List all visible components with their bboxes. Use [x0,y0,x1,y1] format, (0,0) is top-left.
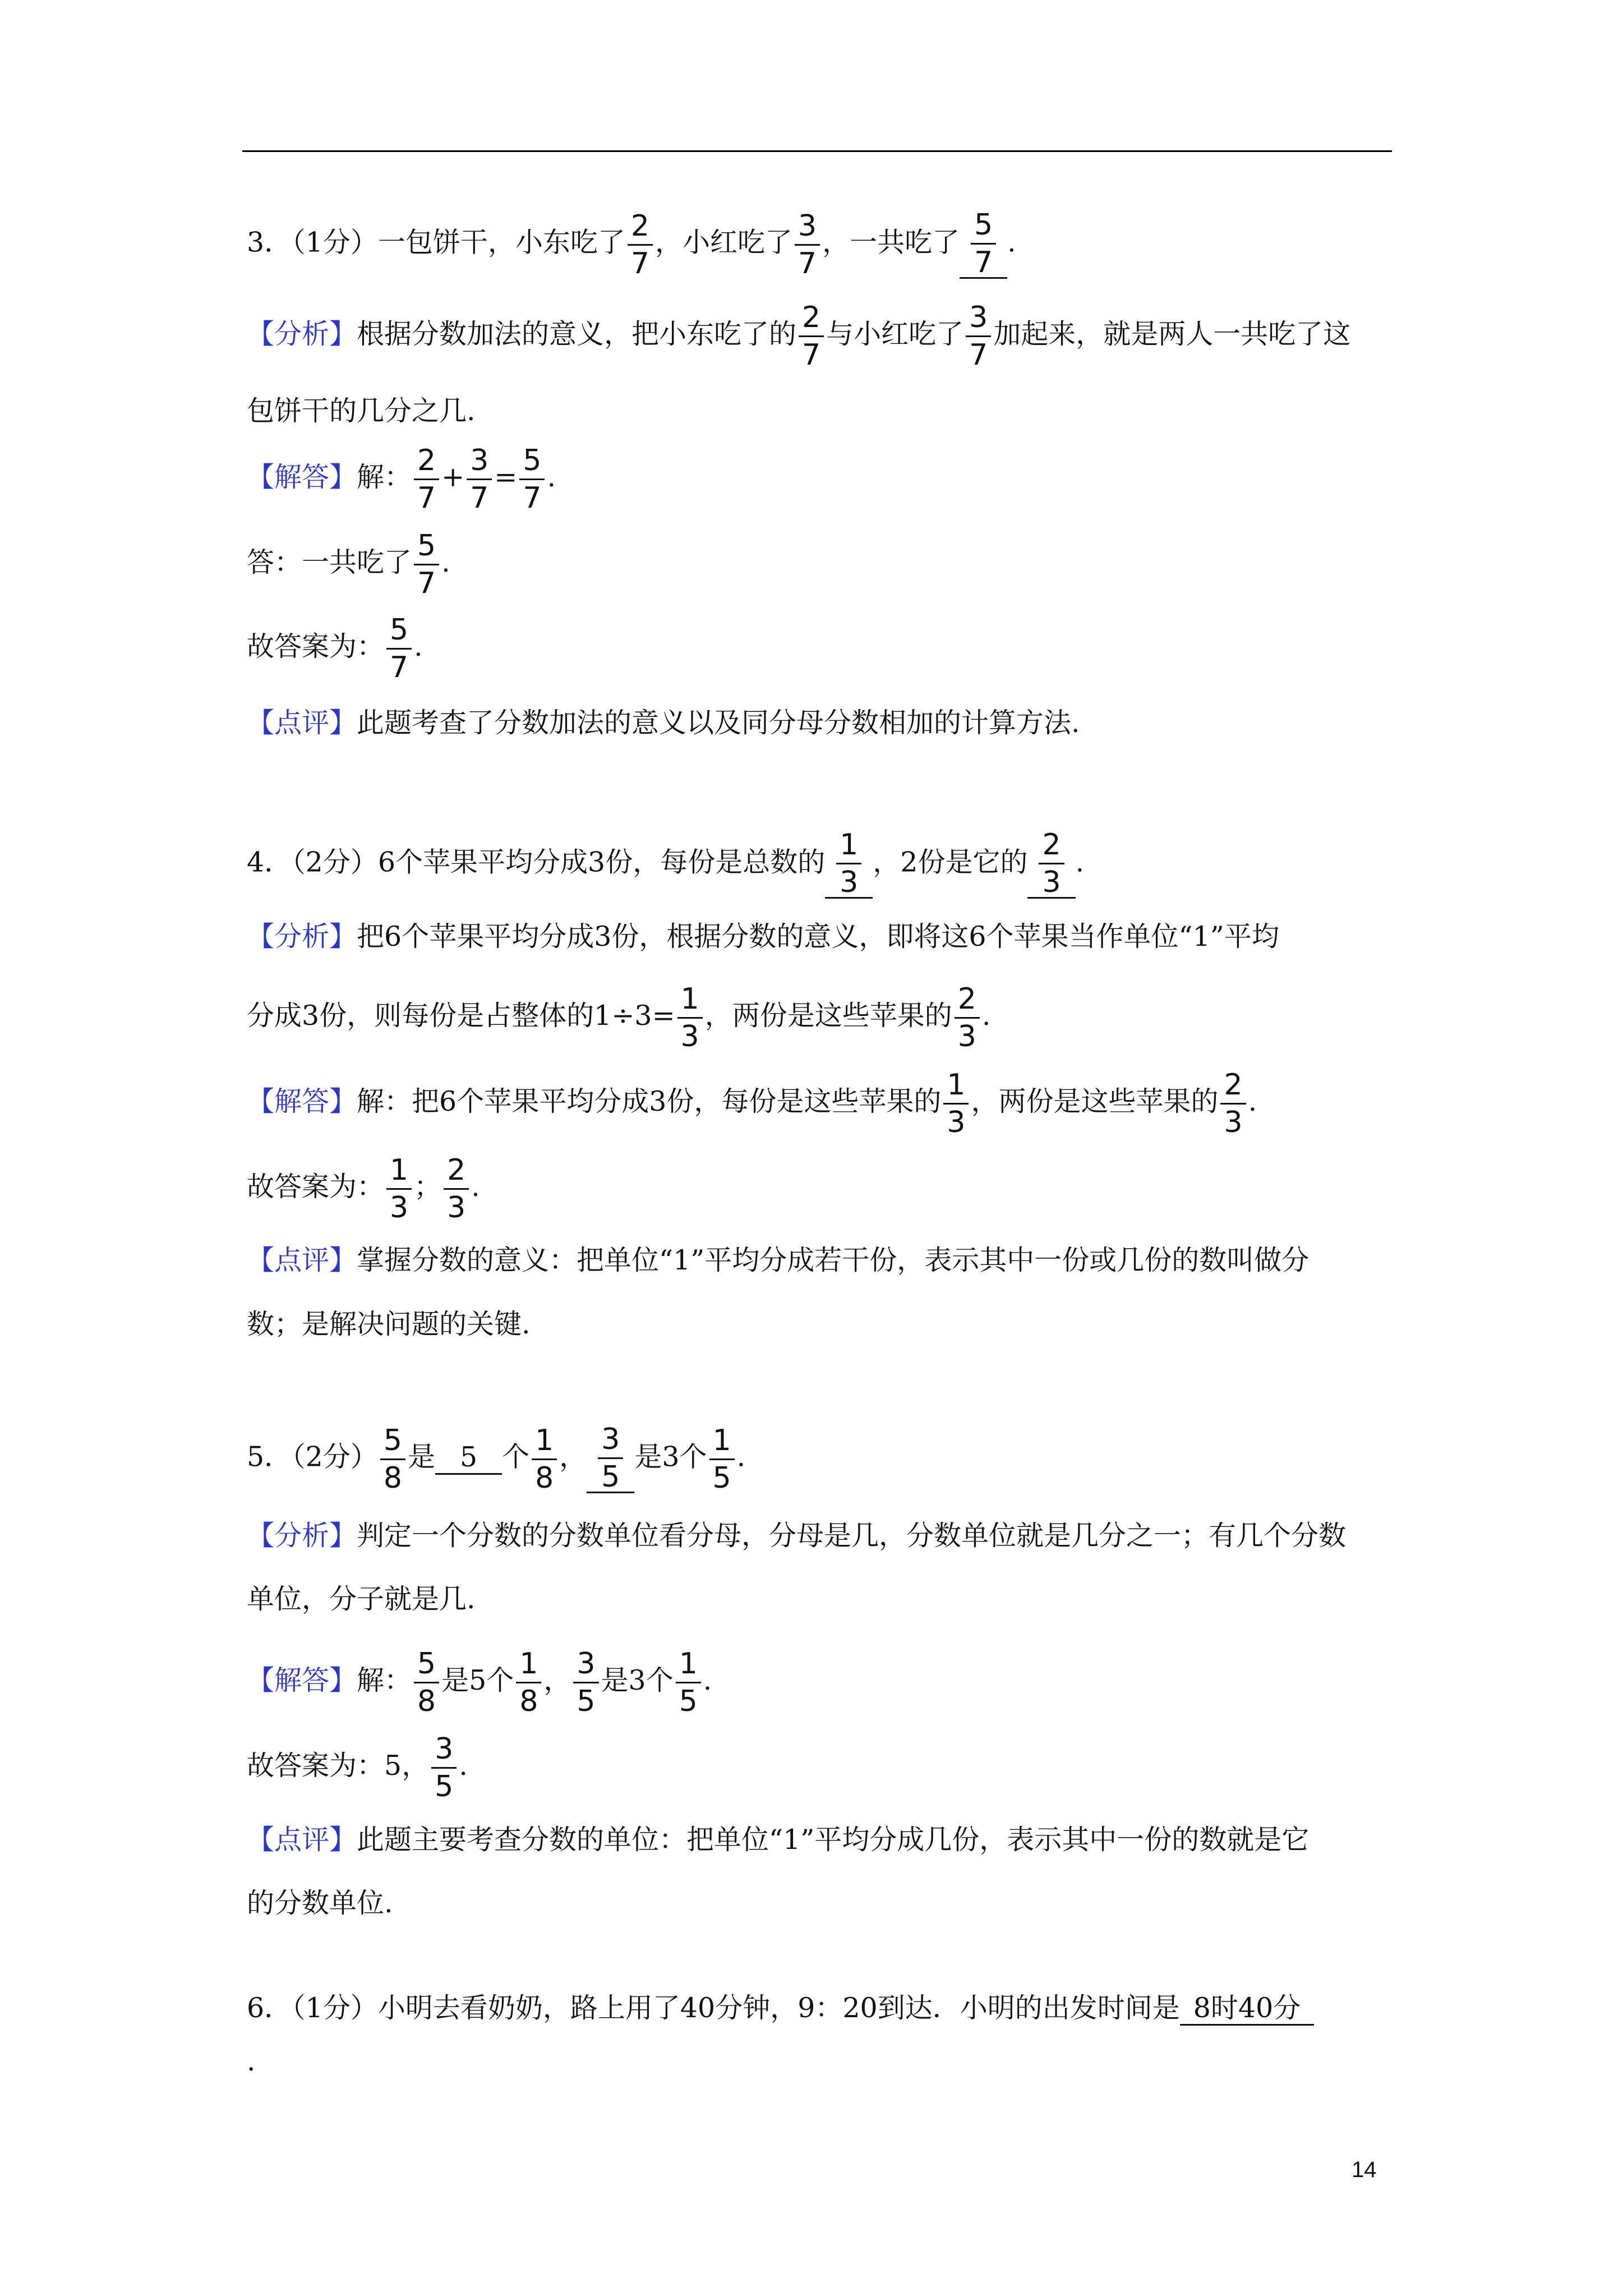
q5-stem: 5．（2分） $\frac{5}{8}$ 是 5 个 $\frac{1}{8}$ ， $\frac{3}{5}$ 是3个 $\frac{1}{5}$ . [247,1423,746,1495]
answer-blank [587,1425,634,1493]
q4-final-answer: 故答案为： $\frac{1}{3}$ ； $\frac{2}{3}$ . [247,1153,480,1225]
solution-tag: 【解答】 [247,1664,357,1696]
q5-analysis: 【分析】判定一个分数的分数单位看分母，分母是几，分数单位就是几分之一；有几个分数 [247,1520,1347,1552]
fraction: $\frac{3}{7}$ [966,303,991,370]
fraction: $\frac{1}{3}$ [943,1070,969,1137]
fraction: $\frac{2}{7}$ [799,303,824,370]
header-rule [242,150,1392,152]
fraction: $\frac{3}{5}$ [573,1649,598,1716]
fraction: $\frac{2}{3}$ [444,1156,469,1222]
q5-comment-cont: 的分数单位. [247,1887,393,1919]
q3-comment: 【点评】此题考查了分数加法的意义以及同分母分数相加的计算方法. [247,707,1080,739]
analysis-tag: 【分析】 [247,318,357,350]
q4-comment: 【点评】掌握分数的意义：把单位“1”平均分成若干份，表示其中一份或几份的数叫做分 [247,1244,1310,1276]
q6-end: . [247,2045,256,2077]
q4-comment-cont: 数；是解决问题的关键. [247,1308,531,1340]
answer-blank: 8时40分 [1180,1994,1315,2026]
comment-tag: 【点评】 [247,1244,357,1276]
fraction: $\frac{3}{5}$ [431,1734,457,1801]
solution-tag: 【解答】 [247,461,357,493]
fraction: $\frac{1}{8}$ [516,1649,541,1716]
q4-solution: 【解答】解：把6个苹果平均分成3份，每份是这些苹果的 $\frac{1}{3}$ ，两份是这些苹果的 $\frac{2}{3}$ . [247,1068,1257,1139]
answer-blank [960,210,1007,279]
answer-fraction: $\frac{2}{3}$ [1039,830,1064,897]
q5-solution: 【解答】解： $\frac{5}{8}$ 是5个 $\frac{1}{8}$ ， $\frac{3}{5}$ 是3个 $\frac{1}{5}$ . [247,1647,712,1718]
answer-fraction: $\frac{1}{3}$ [836,830,861,897]
q3-analysis-cont: 包饼干的几分之几. [247,395,476,427]
answer-fraction: $\frac{3}{5}$ [598,1425,623,1492]
fraction: $\frac{1}{3}$ [677,984,703,1051]
fraction: $\frac{5}{8}$ [414,1649,439,1716]
fraction: $\frac{5}{7}$ [414,531,439,598]
q5-final-answer: 故答案为：5， $\frac{3}{5}$ . [247,1732,468,1803]
q3-final-answer: 故答案为： $\frac{5}{7}$ . [247,613,423,684]
fraction: $\frac{1}{5}$ [676,1649,701,1716]
fraction: $\frac{2}{3}$ [955,984,980,1051]
fraction: $\frac{5}{8}$ [380,1426,405,1493]
fraction: $\frac{2}{7}$ [628,211,653,278]
q5-analysis-cont: 单位，分子就是几. [247,1583,476,1615]
q3-analysis: 【分析】根据分数加法的意义，把小东吃了的 $\frac{2}{7}$ 与小红吃了 $\frac{3}{7}$ 加起来，就是两人一共吃了这 [247,301,1351,372]
q4-analysis: 【分析】把6个苹果平均分成3份，根据分数的意义，即将这6个苹果当作单位“1”平均 [247,921,1279,953]
comment-tag: 【点评】 [247,1824,357,1856]
fraction: $\frac{3}{7}$ [795,211,820,278]
answer-fraction: $\frac{5}{7}$ [971,210,996,277]
solution-tag: 【解答】 [247,1085,357,1117]
q6-stem: 6．（1分）小明去看奶奶，路上用了40分钟，9：20到达．小明的出发时间是 8时40分 [247,1994,1314,2026]
q3-solution: 【解答】解： $\frac{2}{7}$ + $\frac{3}{7}$ = $\frac{5}{7}$ . [247,444,556,515]
fraction: $\frac{2}{7}$ [414,446,439,513]
analysis-tag: 【分析】 [247,1520,357,1552]
answer-blank: 5 [435,1443,502,1475]
fraction: $\frac{5}{7}$ [386,615,412,682]
q3-stem-text: ，一共吃了 [822,226,960,259]
q4-analysis-cont: 分成3份，则每份是占整体的1÷3= $\frac{1}{3}$ ，两份是这些苹果的 $\frac{2}{3}$ . [247,982,991,1053]
answer-blank [1027,830,1075,899]
fraction: $\frac{3}{7}$ [467,446,492,513]
q5-comment: 【点评】此题主要考查分数的单位：把单位“1”平均分成几份，表示其中一份的数就是它 [247,1824,1310,1856]
answer-blank [825,830,873,899]
q3-reply: 答：一共吃了 $\frac{5}{7}$ . [247,529,450,600]
fraction: $\frac{5}{7}$ [519,446,545,513]
q3-stem-text: 3．（1分）一包饼干，小东吃了 [247,226,625,259]
q3-stem: 3．（1分）一包饼干，小东吃了 $\frac{2}{7}$ ，小红吃了 $\frac{3}{7}$ ，一共吃了 $\frac{5}{7}$ . [247,208,1016,280]
q3-stem-text: ，小红吃了 [654,226,792,259]
q4-stem: 4．（2分）6个苹果平均分成3份，每份是总数的 $\frac{1}{3}$ ，2份是它的 $\frac{2}{3}$ . [247,828,1085,899]
fraction: $\frac{1}{8}$ [532,1426,557,1493]
fraction: $\frac{2}{3}$ [1220,1070,1246,1137]
page-number: 14 [1352,2157,1377,2182]
fraction: $\frac{1}{5}$ [709,1426,735,1493]
comment-tag: 【点评】 [247,707,357,739]
analysis-tag: 【分析】 [247,921,357,953]
fraction: $\frac{1}{3}$ [386,1156,412,1222]
